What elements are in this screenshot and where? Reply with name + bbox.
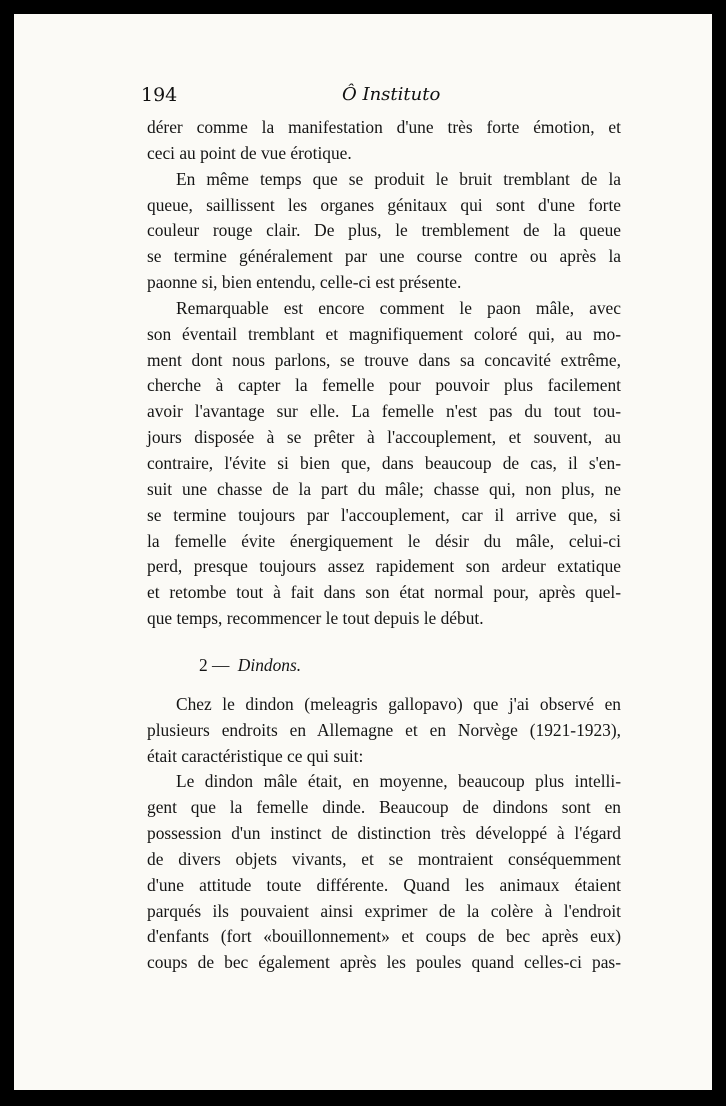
text-line: de divers objets vivants, et se montraient conséquemment — [147, 848, 621, 869]
text-line: gent que la femelle dinde. Beaucoup de dindons sont en — [147, 797, 621, 818]
paragraph — [147, 769, 621, 976]
text-line: dérer comme la manifestation d'une très forte émotion, et — [147, 117, 621, 137]
text-line: Chez le dindon (meleagris gallopavo) que j'ai observé en — [176, 693, 621, 714]
text-line: jours disposée à se prêter à l'accouplement, et souvent, au — [147, 427, 621, 448]
body-text — [147, 115, 621, 976]
text-line: était caractéristique ce qui suit: — [147, 745, 364, 766]
text-line: plusieurs endroits en Allemagne et en Norvège (1921-1923), — [147, 719, 621, 740]
text-line: suit une chasse de la part du mâle; chasse qui, non plus, ne — [147, 478, 621, 499]
text-line: son éventail tremblant et magnifiquement coloré qui, au mo- — [147, 323, 621, 344]
section-title: Dindons. — [237, 654, 302, 675]
text-line: se termine généralement par une course contre ou après la — [147, 246, 621, 267]
text-line: d'enfants (fort «bouillonnement» et coups de bec après eux) — [147, 926, 621, 947]
text-line: cherche à capter la femelle pour pouvoir plus facilement — [147, 375, 621, 396]
text-line: ceci au point de vue érotique. — [147, 142, 352, 163]
text-line: possession d'un instinct de distinction très développé à l'égard — [147, 823, 621, 844]
text-line: parqués ils pouvaient ainsi exprimer de la colère à l'endroit — [147, 900, 621, 921]
text-line: et retombe tout à fait dans son état normal pour, après quel- — [147, 582, 621, 603]
text-line: En même temps que se produit le bruit tremblant de la — [176, 168, 621, 189]
text-line: Le dindon mâle était, en moyenne, beaucoup plus intelli- — [176, 771, 621, 792]
text-line: queue, saillissent les organes génitaux qui sont d'une forte — [147, 194, 621, 215]
text-line: contraire, l'évite si bien que, dans beaucoup de cas, il s'en- — [147, 452, 621, 473]
text-line: perd, presque toujours assez rapidement son ardeur extatique — [147, 556, 621, 577]
text-line: ment dont nous parlons, se trouve dans sa concavité extrême, — [147, 349, 621, 370]
text-line: Remarquable est encore comment le paon mâle, avec — [176, 297, 621, 318]
section-heading — [199, 653, 673, 713]
text-line: couleur rouge clair. De plus, le tremblement de la queue — [147, 220, 621, 241]
text-line: la femelle évite énergiquement le désir du mâle, celui-ci — [147, 530, 621, 551]
paragraph — [147, 115, 621, 167]
page-number: 194 — [141, 84, 178, 106]
text-line: d'une attitude toute différente. Quand les animaux étaient — [147, 874, 621, 895]
paragraph — [147, 296, 621, 632]
text-line: se termine toujours par l'accouplement, car il arrive que, si — [147, 504, 621, 525]
document-page — [14, 14, 712, 1090]
paragraph — [147, 167, 621, 296]
running-title: Ô Instituto — [342, 84, 441, 105]
text-line: coups de bec également après les poules quand celles-ci pas- — [147, 952, 621, 973]
text-line: avoir l'avantage sur elle. La femelle n'est pas du tout tou- — [147, 401, 621, 422]
page-header — [14, 84, 712, 112]
section-number: 2 — — [199, 654, 230, 675]
text-line: que temps, recommencer le tout depuis le début. — [147, 608, 484, 629]
text-line: paonne si, bien entendu, celle-ci est présente. — [147, 272, 462, 293]
